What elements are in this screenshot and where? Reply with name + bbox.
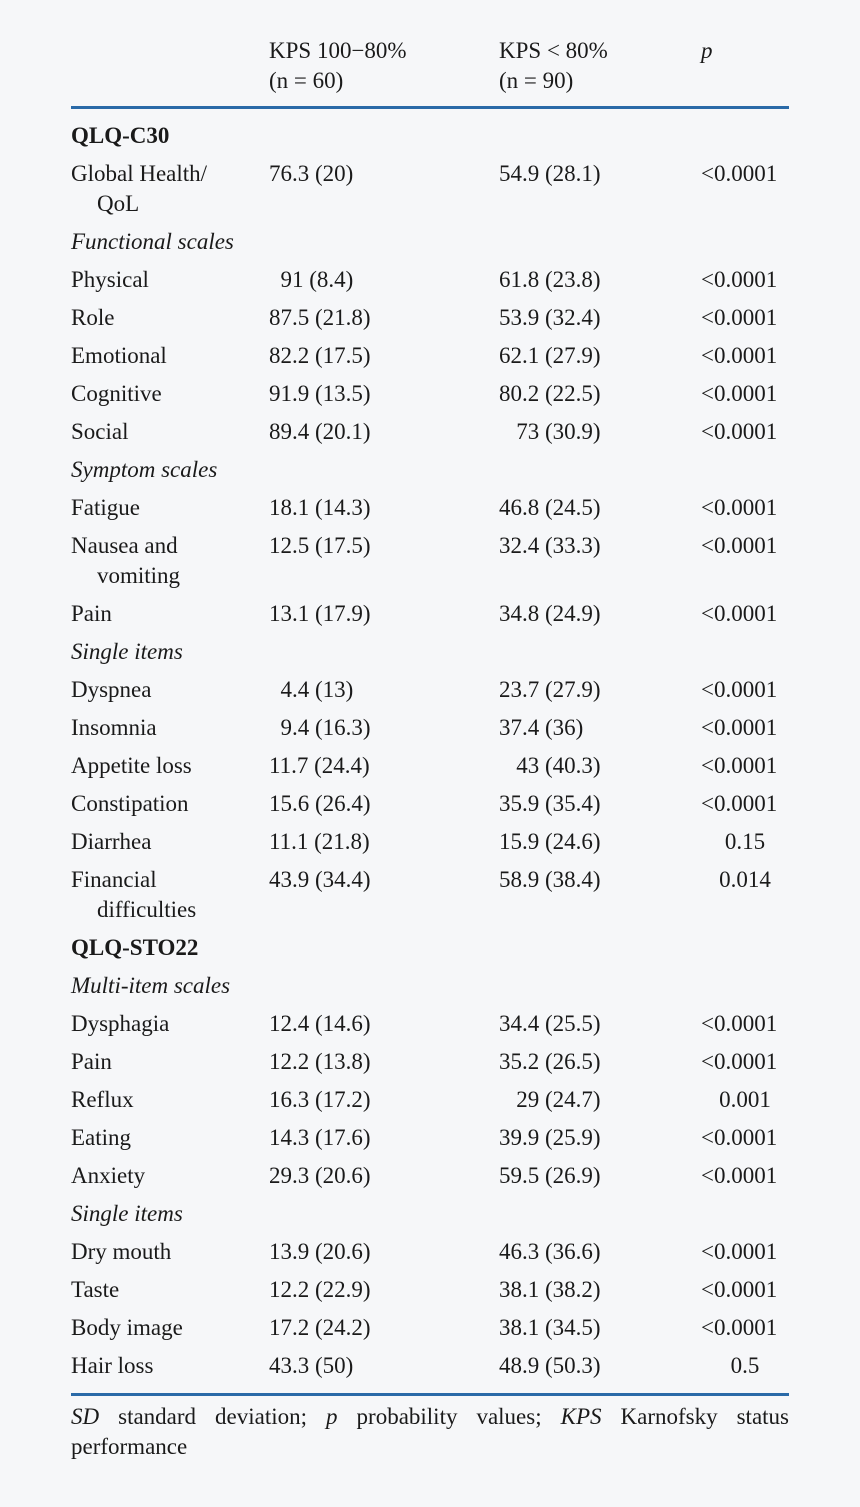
table-row — [71, 1157, 789, 1195]
row-label-line1: Eating — [71, 1125, 132, 1150]
p-value: 0.15 — [724, 829, 766, 854]
value-kps-low: 38.1 (38.2) — [499, 1277, 601, 1302]
value-kps-high: 12.5 (17.5) — [269, 533, 371, 558]
subsection-label: Single items — [71, 639, 183, 664]
value-kps-low: 23.7 (27.9) — [499, 677, 601, 702]
row-label-line1: Hair loss — [71, 1353, 154, 1378]
row-label — [71, 303, 261, 333]
value-kps-low: 35.2 (26.5) — [499, 1049, 601, 1074]
row-label — [71, 1123, 261, 1153]
header-p-value: p — [701, 38, 713, 63]
table-row — [71, 1005, 789, 1043]
row-label — [71, 341, 261, 371]
value-kps-high: 89.4 (20.1) — [269, 419, 371, 444]
row-label-line1: Social — [71, 419, 129, 444]
row-label-line2: difficulties — [97, 897, 197, 922]
row-label-line1: Dyspnea — [71, 677, 152, 702]
value-kps-high: 13.1 (17.9) — [269, 601, 371, 626]
table-row — [71, 709, 789, 747]
value-kps-low: 29 (24.7) — [499, 1087, 601, 1112]
header-kps-high-n: (n = 60) — [269, 68, 344, 93]
value-kps-high: 29.3 (20.6) — [269, 1163, 371, 1188]
p-value: 0.5 — [730, 1353, 760, 1378]
value-kps-high: 15.6 (26.4) — [269, 791, 371, 816]
table-row — [71, 155, 789, 223]
subsection-heading — [71, 967, 789, 1005]
p-value: <0.0001 — [701, 267, 778, 292]
p-value: <0.0001 — [701, 161, 778, 186]
value-kps-high: 17.2 (24.2) — [269, 1315, 371, 1340]
value-kps-high: 12.2 (22.9) — [269, 1277, 371, 1302]
subsection-heading — [71, 223, 789, 261]
p-value: <0.0001 — [701, 381, 778, 406]
row-label — [71, 493, 261, 523]
subsection-heading — [71, 451, 789, 489]
value-kps-high: 18.1 (14.3) — [269, 495, 371, 520]
p-value: <0.0001 — [701, 1163, 778, 1188]
table-row — [71, 1347, 789, 1385]
value-kps-low: 34.8 (24.9) — [499, 601, 601, 626]
section-heading — [71, 929, 789, 967]
row-label — [71, 379, 261, 409]
p-value: <0.0001 — [701, 1315, 778, 1340]
row-label-line1: Physical — [71, 267, 149, 292]
value-kps-low: 39.9 (25.9) — [499, 1125, 601, 1150]
row-label-line1: Dysphagia — [71, 1011, 170, 1036]
p-value: <0.0001 — [701, 753, 778, 778]
subsection-label: Symptom scales — [71, 457, 218, 482]
row-label — [71, 713, 261, 743]
p-value: <0.0001 — [701, 419, 778, 444]
value-kps-high: 91.9 (13.5) — [269, 381, 371, 406]
header-kps-low — [499, 36, 608, 96]
value-kps-low: 80.2 (22.5) — [499, 381, 601, 406]
value-kps-high: 91 (8.4) — [269, 267, 354, 292]
table-row — [71, 299, 789, 337]
value-kps-low: 59.5 (26.9) — [499, 1163, 601, 1188]
row-label-line1: Appetite loss — [71, 753, 192, 778]
row-label-line1: Insomnia — [71, 715, 157, 740]
table-row — [71, 489, 789, 527]
table-row — [71, 1119, 789, 1157]
p-value: <0.0001 — [701, 601, 778, 626]
row-label — [71, 751, 261, 781]
row-label-line1: Diarrhea — [71, 829, 152, 854]
section-heading — [71, 117, 789, 155]
row-label — [71, 827, 261, 857]
footnote-kps-abbr: KPS — [560, 1404, 602, 1429]
table-body — [71, 109, 789, 1385]
value-kps-low: 38.1 (34.5) — [499, 1315, 601, 1340]
row-label — [71, 1313, 261, 1343]
value-kps-high: 9.4 (16.3) — [269, 715, 371, 740]
value-kps-high: 87.5 (21.8) — [269, 305, 371, 330]
table-row — [71, 1081, 789, 1119]
p-value: <0.0001 — [701, 533, 778, 558]
section-label: QLQ-STO22 — [71, 935, 199, 960]
row-label — [71, 789, 261, 819]
p-value: 0.014 — [719, 867, 771, 892]
value-kps-high: 16.3 (17.2) — [269, 1087, 371, 1112]
table-row — [71, 375, 789, 413]
footnote-kps-text: Karnofsky status performance — [71, 1404, 789, 1459]
subsection-label: Functional scales — [71, 229, 234, 254]
value-kps-high: 12.4 (14.6) — [269, 1011, 371, 1036]
row-label-line1: Cognitive — [71, 381, 162, 406]
value-kps-low: 15.9 (24.6) — [499, 829, 601, 854]
value-kps-high: 11.1 (21.8) — [269, 829, 370, 854]
row-label — [71, 865, 261, 925]
row-label-line2: vomiting — [97, 563, 181, 588]
subsection-heading — [71, 633, 789, 671]
table-container — [71, 36, 789, 1462]
p-value: <0.0001 — [701, 677, 778, 702]
table-row — [71, 671, 789, 709]
row-label — [71, 1085, 261, 1115]
value-kps-high: 14.3 (17.6) — [269, 1125, 371, 1150]
footnote-sd-abbr: SD — [71, 1404, 100, 1429]
value-kps-high: 43.3 (50) — [269, 1353, 354, 1378]
row-label — [71, 1009, 261, 1039]
value-kps-high: 4.4 (13) — [269, 677, 354, 702]
p-value: <0.0001 — [701, 1239, 778, 1264]
value-kps-high: 11.7 (24.4) — [269, 753, 370, 778]
section-label: QLQ-C30 — [71, 123, 170, 148]
subsection-label: Multi-item scales — [71, 973, 231, 998]
table-row — [71, 1271, 789, 1309]
footnote-p-abbr: p — [326, 1404, 338, 1429]
subsection-label: Single items — [71, 1201, 183, 1226]
table-row — [71, 1043, 789, 1081]
row-label-line1: Role — [71, 305, 115, 330]
value-kps-low: 46.8 (24.5) — [499, 495, 601, 520]
footnote — [71, 1396, 789, 1462]
footnote-sd-text: standard deviation; — [99, 1404, 327, 1429]
p-value: <0.0001 — [701, 791, 778, 816]
value-kps-low: 32.4 (33.3) — [499, 533, 601, 558]
value-kps-low: 53.9 (32.4) — [499, 305, 601, 330]
header-kps-high-label: KPS 100−80% — [269, 38, 407, 63]
row-label-line1: Global Health/ — [71, 161, 208, 186]
subsection-heading — [71, 1195, 789, 1233]
row-label-line1: Nausea and — [71, 533, 178, 558]
table-row — [71, 785, 789, 823]
value-kps-high: 76.3 (20) — [269, 161, 354, 186]
table-row — [71, 595, 789, 633]
table-row — [71, 413, 789, 451]
row-label — [71, 417, 261, 447]
row-label — [71, 531, 261, 591]
row-label — [71, 1275, 261, 1305]
row-label-line1: Taste — [71, 1277, 120, 1302]
row-label — [71, 159, 261, 219]
row-label-line1: Constipation — [71, 791, 189, 816]
row-label — [71, 675, 261, 705]
value-kps-high: 82.2 (17.5) — [269, 343, 371, 368]
row-label-line1: Pain — [71, 601, 112, 626]
value-kps-low: 46.3 (36.6) — [499, 1239, 601, 1264]
row-label — [71, 1047, 261, 1077]
row-label-line1: Pain — [71, 1049, 112, 1074]
p-value: <0.0001 — [701, 1011, 778, 1036]
value-kps-low: 34.4 (25.5) — [499, 1011, 601, 1036]
table-row — [71, 337, 789, 375]
row-label-line1: Dry mouth — [71, 1239, 172, 1264]
value-kps-low: 61.8 (23.8) — [499, 267, 601, 292]
p-value: <0.0001 — [701, 495, 778, 520]
header-kps-high — [269, 36, 407, 96]
row-label — [71, 1351, 261, 1381]
p-value: <0.0001 — [701, 715, 778, 740]
table-row — [71, 1233, 789, 1271]
row-label — [71, 599, 261, 629]
row-label — [71, 1237, 261, 1267]
value-kps-high: 12.2 (13.8) — [269, 1049, 371, 1074]
row-label-line1: Financial — [71, 867, 157, 892]
table-row — [71, 823, 789, 861]
footnote-p-text: probability values; — [337, 1404, 561, 1429]
p-value: 0.001 — [719, 1087, 771, 1112]
header-kps-low-label: KPS < 80% — [499, 38, 608, 63]
header-kps-low-n: (n = 90) — [499, 68, 574, 93]
table-row — [71, 1309, 789, 1347]
value-kps-high: 43.9 (34.4) — [269, 867, 371, 892]
row-label-line1: Body image — [71, 1315, 183, 1340]
table-row — [71, 261, 789, 299]
p-value: <0.0001 — [701, 305, 778, 330]
p-value: <0.0001 — [701, 1277, 778, 1302]
value-kps-low: 48.9 (50.3) — [499, 1353, 601, 1378]
row-label-line1: Emotional — [71, 343, 167, 368]
p-value: <0.0001 — [701, 1125, 778, 1150]
row-label — [71, 1161, 261, 1191]
table-row — [71, 747, 789, 785]
row-label-line1: Anxiety — [71, 1163, 146, 1188]
value-kps-low: 35.9 (35.4) — [499, 791, 601, 816]
row-label-line2: QoL — [97, 191, 140, 216]
value-kps-low: 43 (40.3) — [499, 753, 601, 778]
row-label-line1: Reflux — [71, 1087, 134, 1112]
p-value: <0.0001 — [701, 1049, 778, 1074]
value-kps-low: 73 (30.9) — [499, 419, 601, 444]
value-kps-low: 62.1 (27.9) — [499, 343, 601, 368]
row-label-line1: Fatigue — [71, 495, 140, 520]
value-kps-low: 54.9 (28.1) — [499, 161, 601, 186]
p-value: <0.0001 — [701, 343, 778, 368]
row-label — [71, 265, 261, 295]
table-row — [71, 527, 789, 595]
value-kps-high: 13.9 (20.6) — [269, 1239, 371, 1264]
value-kps-low: 37.4 (36) — [499, 715, 584, 740]
table-row — [71, 861, 789, 929]
value-kps-low: 58.9 (38.4) — [499, 867, 601, 892]
table-header — [71, 36, 789, 106]
